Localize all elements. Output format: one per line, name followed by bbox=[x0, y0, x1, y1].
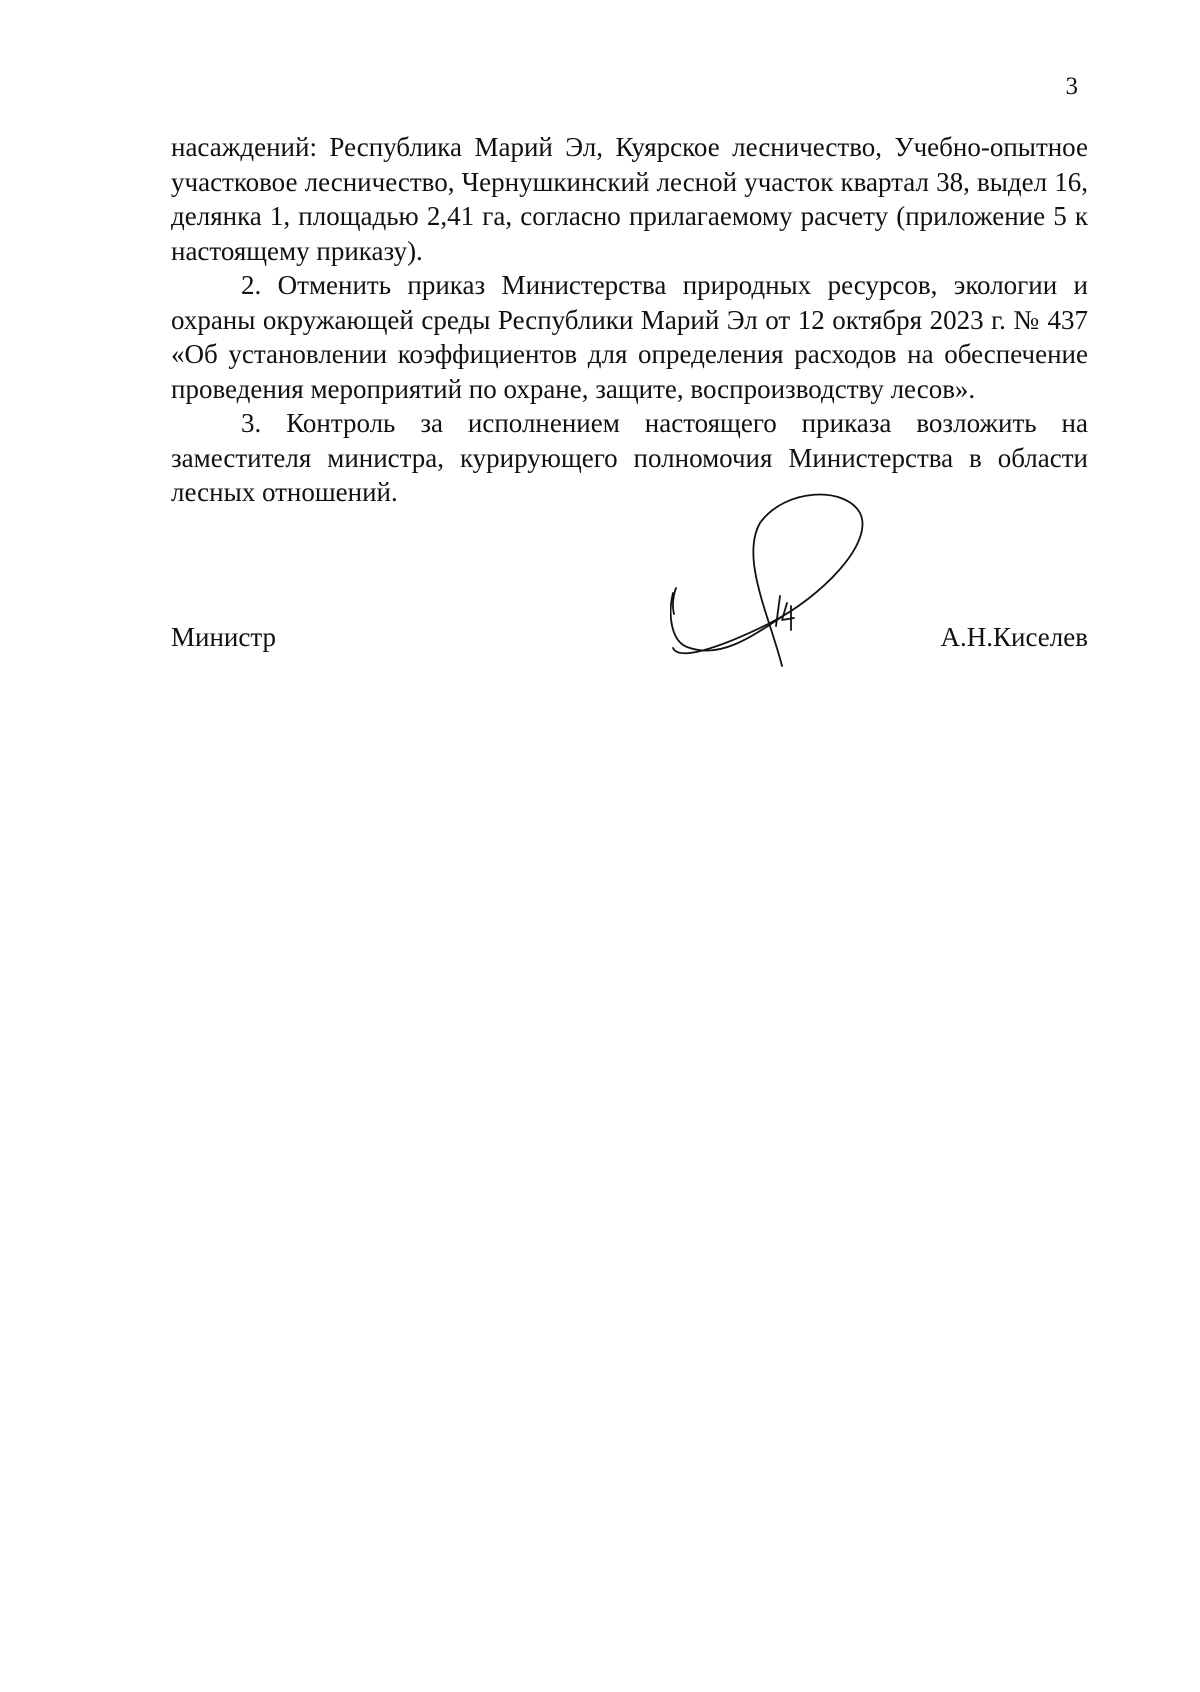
signer-position: Министр bbox=[171, 622, 276, 652]
handwritten-signature bbox=[670, 488, 930, 698]
signer-name: А.Н.Киселев bbox=[940, 622, 1088, 652]
paragraph-item-2: 2. Отменить приказ Министерства природных ресурсов, экологии и охраны окружающей среды Республики Марий Эл от 12 октября 2023 г. № 437 «Об установлении коэффициентов для определения расходов на обеспечение проведения мероприятий по охране, защите, воспроизводству лесов». bbox=[171, 270, 1088, 404]
document-body bbox=[171, 130, 1088, 510]
page-number: 3 bbox=[1065, 73, 1078, 100]
paragraph-continuation: насаждений: Республика Марий Эл, Куярское лесничество, Учебно-опытное участковое лесничество, Чернушкинский лесной участок квартал 38, выдел 16, делянка 1, площадью 2,41 га, согласно прилагаемому расчету (приложение 5 к настоящему приказу). bbox=[171, 132, 1088, 266]
paragraph-item-3: 3. Контроль за исполнением настоящего приказа возложить на заместителя министра, курирующего полномочия Министерства в области лесных отношений. bbox=[171, 408, 1088, 507]
signature-block bbox=[171, 620, 1088, 660]
